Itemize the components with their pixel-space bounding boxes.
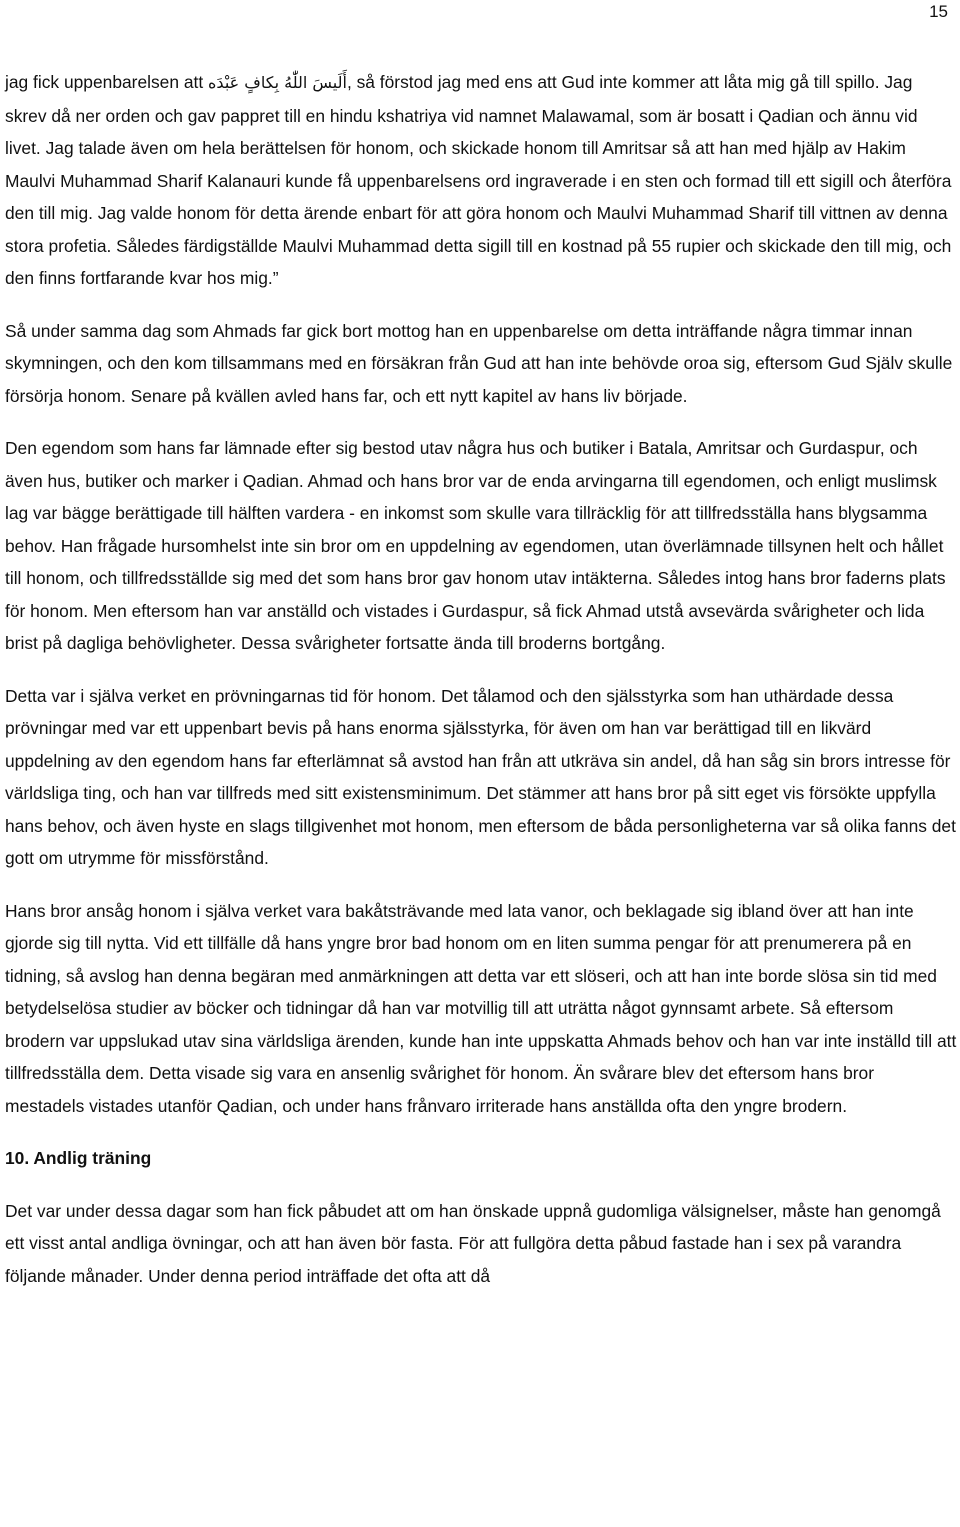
paragraph-1-intro: jag fick uppenbarelsen att [5,72,209,92]
paragraph-5: Hans bror ansåg honom i själva verket vara bakåtsträvande med lata vanor, och beklagade sig ibland över att han inte gjorde sig till nytta. Vid ett tillfälle då hans yngre bror bad honom om en liten summa pengar för att prenumerera på en tidning, så avslog han denna begäran med anmärkningen att detta var ett slöseri, och att han inte borde slösa sin tid med betydelselösa studier av böcker och tidningar då han var motvillig till att uträtta något gynnsamt arbete. Så eftersom brodern var uppslukad utav sina världsliga ärenden, kunde han inte uppskatta Ahmads behov och han var inte inställd till att tillfredsställa dem. Detta visade sig vara en ansenlig svårighet för honom. Än svårare blev det eftersom hans bror mestadels vistades utanför Qadian, och under hans frånvaro irriterade hans anställda ofta den yngre brodern. [5,900,957,1116]
paragraph-2: Så under samma dag som Ahmads far gick bort mottog han en uppenbarelse om detta inträffande några timmar innan skymningen, och den kom tillsammans med en försäkran från Gud att han inte behövde oroa sig, eftersom Gud Själv skulle försörja honom. Senare på kvällen avled hans far, och ett nytt kapitel av hans liv började. [5,320,953,406]
document-body [5,66,957,1292]
paragraph-4: Detta var i själva verket en prövningarnas tid för honom. Det tålamod och den själsstyrka som han uthärdade dessa prövningar med var ett uppenbart bevis på hans enorma själsstyrka, för även om han var berättigad till en likvärd uppdelning av den egendom hans far efterlämnat så avstod han från att utkräva sin andel, då han såg sin brors intresse för världsliga ting, och han var tillfreds med sitt existensminimum. Det stämmer att hans bror på sitt eget vis försökte uppfylla hans behov, och även hyste en slags tillgivenhet mot honom, men eftersom de båda personligheterna var så olika fanns det gott om utrymme för missförstånd. [5,685,956,868]
paragraph-3: Den egendom som hans far lämnade efter sig bestod utav några hus och butiker i Batala, Amritsar och Gurdaspur, och även hus, butiker och marker i Qadian. Ahmad och hans bror var de enda arvingarna till egendomen, och enligt muslimsk lag var bägge berättigade till hälften vardera - en inkomst som skulle vara tillräcklig för att tillfredsställa hans blygsamma behov. Han frågade hursomhelst inte sin bror om en uppdelning av egendomen, utan överlämnade tillsynen helt och hållet till honom, och tillfredsställde sig med det som hans bror gav honom utav intäkterna. Således intog hans bror faderns plats för honom. Men eftersom han var anställd och vistades i Gurdaspur, så fick Ahmad utstå avsevärda svårigheter och lida brist på dagliga behövligheter. Dessa svårigheter fortsatte ända till broderns bortgång. [5,438,946,653]
arabic-quote: أَلَيسَ اللّٰهُ بِكافٍ عَبْدَه [208,73,347,92]
section-heading: 10. Andlig träning [5,1148,152,1168]
page-number: 15 [929,2,948,21]
paragraph-6: Det var under dessa dagar som han fick påbudet att om han önskade uppnå gudomliga välsignelser, måste han genomgå ett visst antal andliga övningar, och att han även bör fasta. För att fullgöra detta påbud fastade han i sex på varandra följande månader. Under denna period inträffade det ofta att då [5,1200,941,1286]
paragraph-1 [5,66,957,295]
paragraph-1-rest: , så förstod jag med ens att Gud inte kommer att låta mig gå till spillo. Jag skrev då ner orden och gav pappret till en hindu kshatriya vid namnet Malawamal, som är bosatt i Qadian och ännu vid livet. Jag talade även om hela berättelsen för honom, och skickade honom till Amritsar så att han med hjälp av Hakim Maulvi Muhammad Sharif Kalanauri kunde få uppenbarelsens ord ingraverade i en sten och formad till ett sigill och återföra den till mig. Jag valde honom för detta ärende enbart för att göra honom och Maulvi Muhammad Sharif till vittnen av denna stora profetia. Således färdigställde Maulvi Muhammad detta sigill till en kostnad på 55 rupier och skickade den till mig, och den finns fortfarande kvar hos mig.” [5,72,952,288]
